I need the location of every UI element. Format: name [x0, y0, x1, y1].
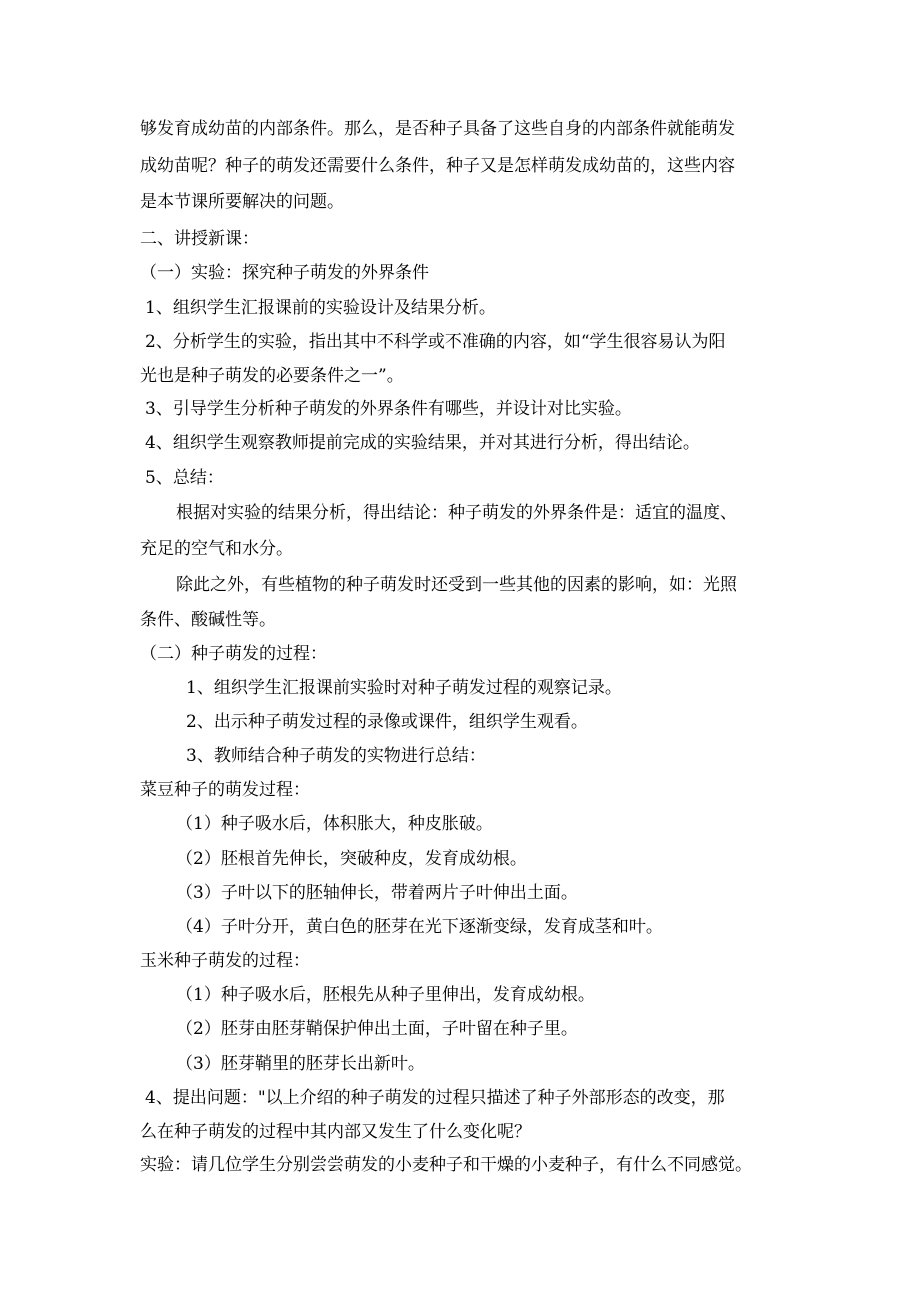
paragraph-line: 成幼苗呢？种子的萌发还需要什么条件，种子又是怎样萌发成幼苗的，这些内容: [140, 156, 735, 176]
subsection-heading: （一）实验：探究种子萌发的外界条件: [140, 263, 429, 283]
list-item: 4、提出问题："以上介绍的种子萌发的过程只描述了种子外部形态的改变，那: [145, 1088, 725, 1108]
paragraph-line: 是本节课所要解决的问题。: [140, 192, 344, 212]
list-item: 1、组织学生汇报课前实验时对种子萌发过程的观察记录。: [186, 678, 622, 698]
list-item: 4、组织学生观察教师提前完成的实验结果，并对其进行分析，得出结论。: [145, 433, 700, 453]
list-item: 3、教师结合种子萌发的实物进行总结：: [186, 746, 486, 766]
paragraph-line: 么在种子萌发的过程中其内部又发生了什么变化呢？: [140, 1122, 531, 1142]
list-item: 5、总结：: [145, 468, 224, 488]
paragraph-line: 玉米种子萌发的过程：: [140, 951, 310, 971]
paragraph-line: 除此之外，有些植物的种子萌发时还受到一些其他的因素的影响，如：光照: [176, 575, 737, 595]
list-item: 2、分析学生的实验，指出其中不科学或不准确的内容，如“学生很容易认为阳: [145, 332, 726, 352]
list-item: （2）胚根首先伸长，突破种皮，发育成幼根。: [176, 849, 527, 869]
list-item: 2、出示种子萌发过程的录像或课件，组织学生观看。: [186, 712, 588, 732]
list-item: （4）子叶分开，黄白色的胚芽在光下逐渐变绿，发育成茎和叶。: [176, 917, 663, 937]
subsection-heading: （二）种子萌发的过程：: [140, 644, 327, 664]
list-item: （3）子叶以下的胚轴伸长，带着两片子叶伸出土面。: [176, 883, 578, 903]
section-heading: 二、讲授新课：: [140, 229, 259, 249]
paragraph-line: 光也是种子萌发的必要条件之一”。: [140, 366, 404, 386]
list-item: （1）种子吸水后，胚根先从种子里伸出，发育成幼根。: [176, 985, 595, 1005]
paragraph-line: 实验：请几位学生分别尝尝萌发的小麦种子和干燥的小麦种子，有什么不同感觉。: [140, 1155, 752, 1175]
list-item: 1、组织学生汇报课前的实验设计及结果分析。: [145, 298, 496, 318]
list-item: （3）胚芽鞘里的胚芽长出新叶。: [176, 1054, 425, 1074]
paragraph-line: 条件、酸碱性等。: [140, 610, 276, 630]
list-item: 3、引导学生分析种子萌发的外界条件有哪些，并设计对比实验。: [145, 399, 632, 419]
paragraph-line: 菜豆种子的萌发过程：: [140, 780, 310, 800]
paragraph-line: 够发育成幼苗的内部条件。那么，是否种子具备了这些自身的内部条件就能萌发: [140, 119, 735, 139]
list-item: （1）种子吸水后，体积胀大，种皮胀破。: [176, 814, 493, 834]
paragraph-line: 根据对实验的结果分析，得出结论：种子萌发的外界条件是：适宜的温度、: [176, 503, 737, 523]
paragraph-line: 充足的空气和水分。: [140, 539, 293, 559]
list-item: （2）胚芽由胚芽鞘保护伸出土面，子叶留在种子里。: [176, 1019, 578, 1039]
